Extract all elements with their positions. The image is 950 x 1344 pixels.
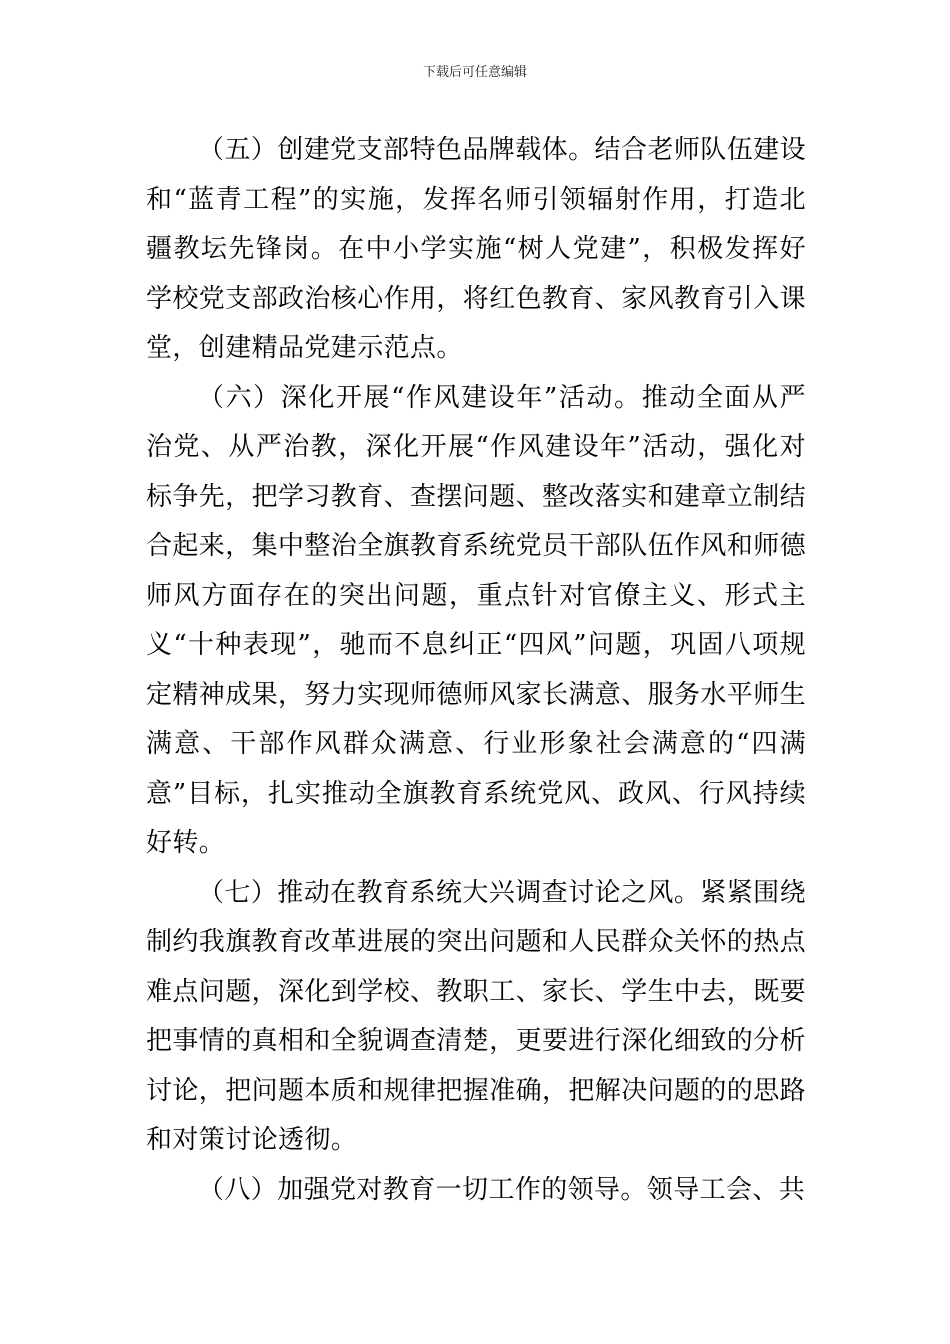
paragraph-six: （六）深化开展“作风建设年”活动。推动全面从严治党、从严治教，深化开展“作风建设年”活动，强化对标争先，把学习教育、查摆问题、整改落实和建章立制结合起来，集中整治全旗教育系统党员干部队伍作风和师德师风方面存在的突出问题，重点针对官僚主义、形式主义“十种表现”，驰而不息纠正“四风”问题，巩固八项规定精神成果，努力实现师德师风家长满意、服务水平师生满意、干部作风群众满意、行业形象社会满意的“四满意”目标，扎实推动全旗教育系统党风、政风、行风持续好转。: [146, 382, 807, 858]
paragraph-five: （五）创建党支部特色品牌载体。结合老师队伍建设和“蓝青工程”的实施，发挥名师引领辐射作用，打造北疆教坛先锋岗。在中小学实施“树人党建”，积极发挥好学校党支部政治核心作用，将红色教育、家风教育引入课堂，创建精品党建示范点。: [146, 135, 807, 363]
paragraph-seven: （七）推动在教育系统大兴调查讨论之风。紧紧围绕制约我旗教育改革进展的突出问题和人民群众关怀的热点难点问题，深化到学校、教职工、家长、学生中去，既要把事情的真相和全貌调查清楚，更要进行深化细致的分析讨论，把问题本质和规律把握准确，把解决问题的的思路和对策讨论透彻。: [146, 877, 807, 1155]
paragraph-eight: （八）加强党对教育一切工作的领导。领导工会、共: [198, 1174, 806, 1205]
page-header: 下载后可任意编辑: [422, 65, 527, 80]
document-body: [146, 126, 806, 1215]
